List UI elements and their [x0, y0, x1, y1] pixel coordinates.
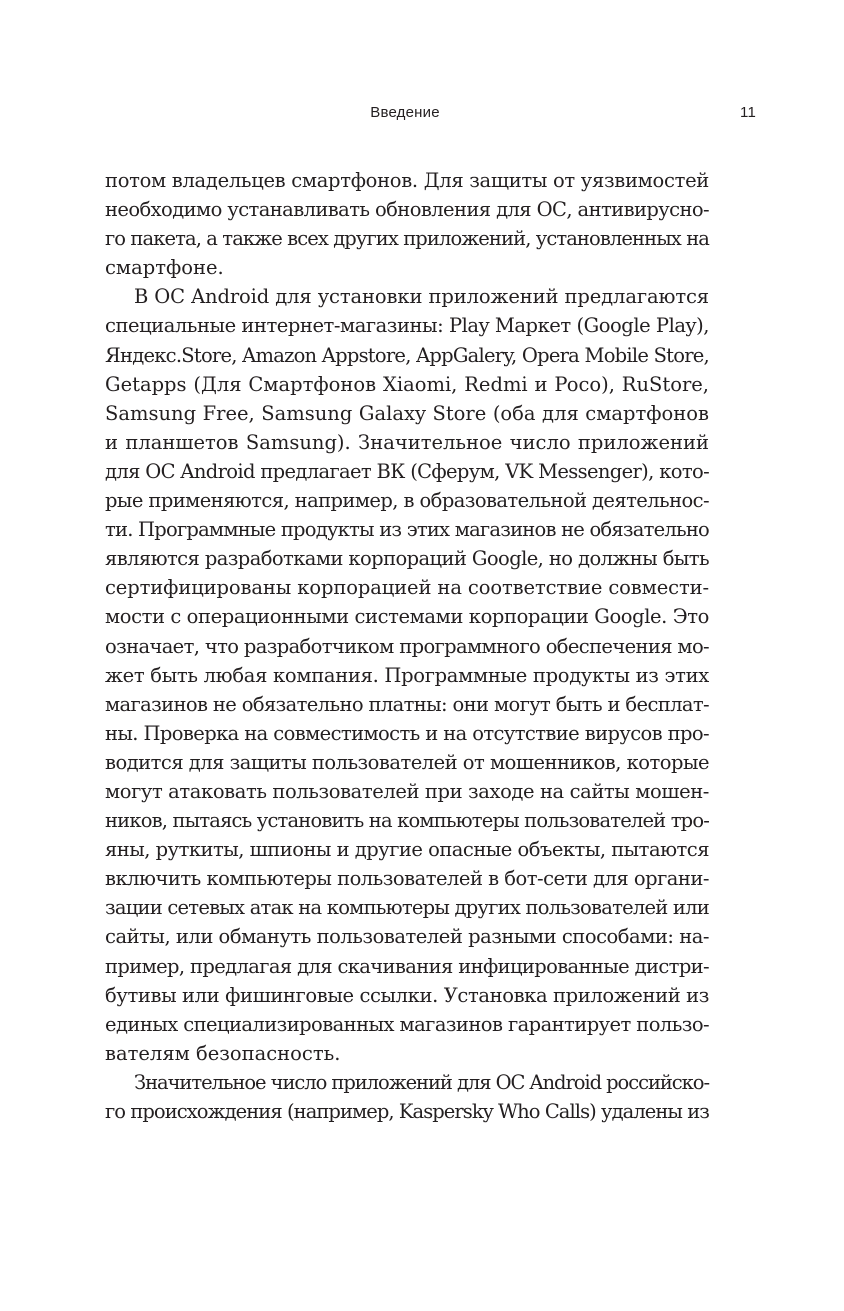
text-line: го происхождения (например, Kaspersky Who Calls) удалены из — [105, 1100, 709, 1123]
text-line: рые применяются, например, в образовательной деятельнос- — [105, 489, 709, 513]
text-line: потом владельцев смартфонов. Для защиты от уязвимостей — [105, 169, 709, 192]
text-line: Яндекс.Store, Amazon Appstore, AppGalery, Opera Mobile Store, — [105, 343, 709, 367]
text-line: для ОС Android предлагает ВК (Сферум, VK Messenger), кото- — [105, 459, 710, 483]
text-line: зации сетевых атак на компьютеры других пользователей или — [105, 896, 709, 920]
text-line: пример, предлагая для скачивания инфицированные дистри- — [105, 954, 709, 978]
text-line: сертифицированы корпорацией на соответствие совмести- — [105, 576, 709, 600]
text-line: включить компьютеры пользователей в бот-сети для органи- — [105, 867, 709, 891]
text-line: смартфоне. — [105, 256, 224, 280]
text-line: го пакета, а также всех других приложений, установленных на — [105, 227, 709, 251]
text-line: мости с операционными системами корпорации Google. Это — [105, 605, 709, 629]
text-line: бутивы или фишинговые ссылки. Установка приложений из — [105, 983, 709, 1007]
text-line: Samsung Free, Samsung Galaxy Store (оба для смартфонов — [105, 401, 709, 425]
running-title: Введение — [370, 104, 440, 121]
text-line: ны. Проверка на совместимость и на отсутствие вирусов про- — [105, 721, 709, 745]
text-line: необходимо устанавливать обновления для ОС, антивирусно- — [105, 198, 709, 222]
text-line: магазинов не обязательно платны: они могут быть и бесплат- — [105, 692, 709, 716]
text-line: и планшетов Samsung). Значительное число приложений — [105, 430, 709, 454]
text-line: вателям безопасность. — [105, 1041, 341, 1065]
page-number: 11 — [740, 104, 756, 121]
text-line: жет быть любая компания. Программные продукты из этих — [105, 663, 709, 687]
text-line: могут атаковать пользователей при заходе на сайты мошен- — [105, 779, 709, 803]
text-line: Значительное число приложений для ОС Android российско- — [134, 1070, 709, 1094]
body-text — [105, 166, 709, 1126]
text-line: водится для защиты пользователей от мошенников, которые — [105, 750, 710, 774]
text-line: яны, руткиты, шпионы и другие опасные объекты, пытаются — [105, 838, 709, 862]
text-line: сайты, или обмануть пользователей разными способами: на- — [105, 925, 709, 949]
text-line: являются разработками корпораций Google, но должны быть — [105, 547, 709, 571]
text-line: означает, что разработчиком программного обеспечения мо- — [105, 634, 709, 658]
text-line: единых специализированных магазинов гарантирует пользо- — [105, 1012, 709, 1036]
text-line: специальные интернет-магазины: Play Маркет (Google Play), — [105, 314, 709, 338]
text-line: ти. Программные продукты из этих магазинов не обязательно — [105, 518, 709, 542]
text-line: ников, пытаясь установить на компьютеры пользователей тро- — [105, 809, 709, 833]
text-line: Getapps (Для Смартфонов Xiaomi, Redmi и Poco), RuStore, — [105, 372, 709, 396]
text-line: В ОС Android для установки приложений предлагаются — [134, 285, 709, 309]
